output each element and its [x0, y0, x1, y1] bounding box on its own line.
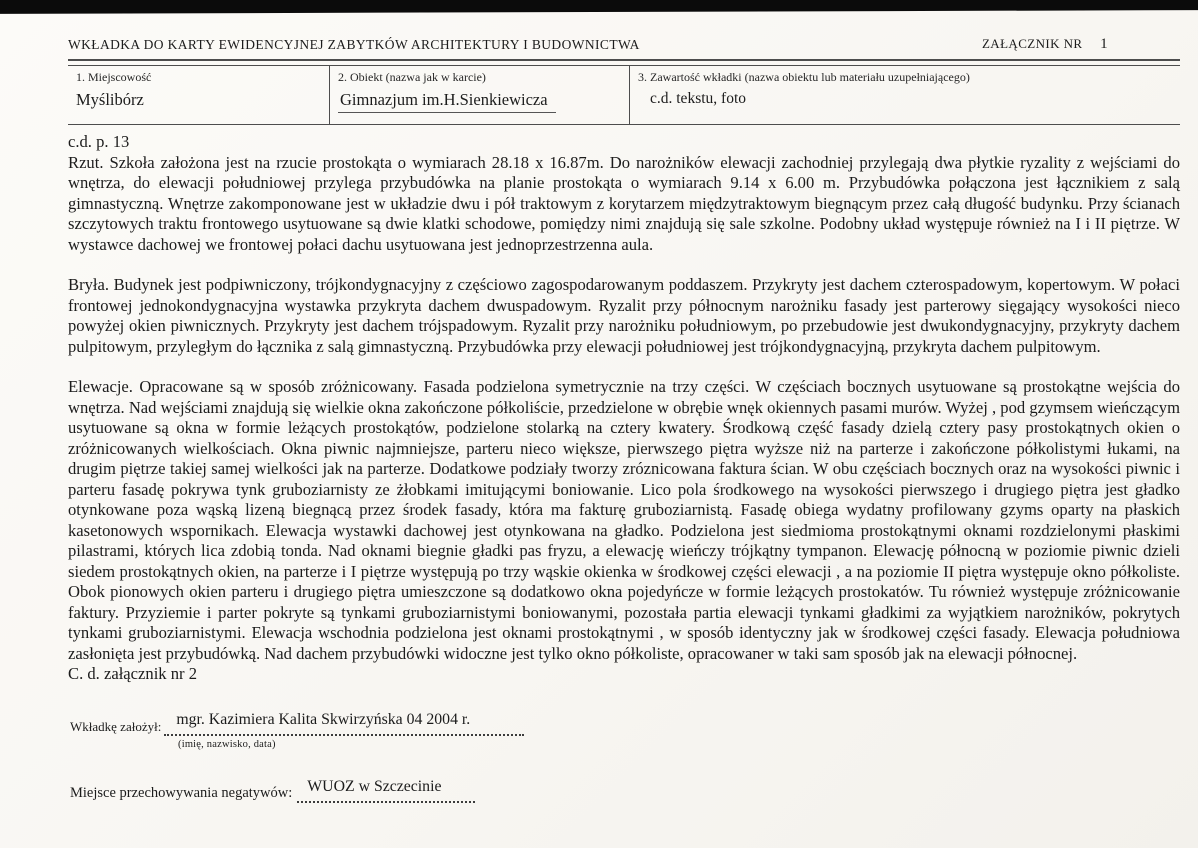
negatives-row — [70, 778, 1180, 803]
signature-block — [70, 711, 1180, 803]
locality-label: 1. Miejscowość — [76, 70, 152, 84]
cell-object — [330, 66, 630, 124]
attachment-label — [982, 36, 1180, 53]
attachment-number: 1 — [1100, 36, 1108, 52]
identification-table — [68, 65, 1180, 125]
negatives-value: WUOZ w Szczecinie — [307, 777, 442, 795]
negatives-label: Miejsce przechowywania negatywów: — [70, 784, 293, 801]
founder-signature-line — [164, 711, 524, 736]
contents-value: c.d. tekstu, foto — [650, 90, 746, 107]
founder-label: Wkładkę założył: — [70, 718, 162, 734]
cell-contents — [630, 66, 1180, 124]
object-label: 2. Obiekt (nazwa jak w karcie) — [338, 70, 486, 84]
object-value: Gimnazjum im.H.Sienkiewicza — [338, 90, 556, 113]
form-header — [68, 36, 1180, 61]
document-body — [68, 132, 1180, 685]
founder-value: mgr. Kazimiera Kalita Skwirzyńska 04 2004 r. — [176, 710, 471, 728]
attachment-label-text: ZAŁĄCZNIK NR — [981, 36, 1083, 51]
paragraph-elewacje: Elewacje. Opracowane są w sposób zróżnicowany. Fasada podzielona symetrycznie na trzy części. W częściach bocznych usytuowane są prostokątne wejścia do wnętrza. Nad wejściami znajdują się wielkie okna zakończone półkoliście, przedzielone w obrębie wnęk okiennych pasami murów. Wyżej , pod gzymsem wieńczącym usytuowane są okna w formie leżących prostokątów, podzielone stolarką na cztery kwatery. Środkową część fasady dzielą cztery pasy prostokątnych okien o zróżnicowanych wielkościach. Okna piwnic najmniejsze, parteru nieco większe, pierwszego piętra wyższe niż na parterze i zakończone półkolistymi łukami, na drugim piętrze takiej samej wielkości jak na parterze. Dodatkowe podziały tworzy zróznicowana faktura ścian. W obu częściach bocznych oraz na wysokości piwnic i parteru fasadę pokrywa tynk gruboziarnisty ze żłobkami imitującymi boniowanie. Lico pola środkowego na wysokości pierwszego i drugiego piętra jest gładko otynkowane poza wąską lizeną biegnącą przez środek fasady, która ma fakturę gruboziarnistą. Fasadę obiega wydatny profilowany gzyms oparty na płaskich kasetonowych wspornikach. Elewacja wystawki dachowej jest otynkowana na gładko. Podzielona jest siedmioma prostokątnymi oknami rozdzielonymi płaskimi pilastrami, których lica zdobią tonda. Nad oknami biegnie gładki pas fryzu, a elewację wieńczy trójkątny tympanon. Elewację północną w poziomie piwnic dzieli siedem prostokątnych okien, na parterze i I piętrze występują po trzy wąskie okienka w środkowej części elewacji , a na poziomie II piętra występuje okno półkoliste. Obok pionowych okien parteru i drugiego piętra umieszczone są dodatkowo okna pojedyńcze w formie leżących prostokatów. Tu również występuje zróżnicowanie faktury. Przyziemie i parter pokryte są tynkami gruboziarnistymi boniowanymi, pozostała partia elewacji tynkami gładkimi za wyjątkiem narożników, pokrytych tynkami gruboziarnistymi. Elewacja wschodnia podzielona jest oknami prostokątnymi , w sposób identyczny jak w środkowej części fasady. Elewacja południowa zasłonięta jest przybudówką. Nad dachem przybudówki widoczne jest tylko okno półkoliste, opracowaner w taki sam sposób jak na elewacji północnej. — [68, 377, 1180, 663]
form-title: WKŁADKA DO KARTY EWIDENCYJNEJ ZABYTKÓW ARCHITEKTURY I BUDOWNICTWA — [68, 37, 640, 52]
contents-label: 3. Zawartość wkładki (nazwa obiektu lub materiału uzupełniającego) — [638, 70, 970, 84]
locality-value: Myślibórz — [76, 90, 144, 109]
paragraph-bryla: Bryła. Budynek jest podpiwniczony, trójkondygnacyjny z częściowo zagospodarowanym poddaszem. Przykryty jest dachem czterospadowym, kopertowym. W połaci frontowej jednokondygnacyjna wystawka przykryta dachem dwuspadowym. Ryzalit przy północnym narożniku fasady jest parterowy sięgający wysokości nieco powyżej okien piwnicznych. Przykryty jest dachem trójspadowym. Ryzalit przy narożniku południowym, po przebudowie jest dwukondygnacyjny, przykryty dachem pulpitowym, przyległym do łącznika z salą gimnastyczną. Przybudówka przy elewacji południowej jest trójkondygnacyjną, przykryta dachem pulpitowym. — [68, 275, 1180, 356]
founder-sublabel: (imię, nazwisko, data) — [178, 738, 276, 750]
paragraph-rzut: Rzut. Szkoła założona jest na rzucie prostokąta o wymiarach 28.18 x 16.87m. Do narożników elewacji zachodniej przylegają dwa płytkie ryzality z wejściami do wnętrza, do elewacji południowej przylega przybudówka na planie prostokąta o wymiarach 9.14 x 6.00 m. Przybudówka połączona jest łącznikiem z salą gimnastyczną. Wnętrze zakomponowane jest w układzie dwu i pół traktowym z korytarzem międzytraktowym biegnącym przez całą długość budynku. Przy ścianach szczytowych traktu frontowego usytuowane są dwie klatki schodowe, pomiędzy nimi znajdują się sale szkolne. Podobny układ występuje również na I i II piętrze. W wystawce dachowej we frontowej połaci dachu usytuowana jest jednoprzestrzenna aula. — [68, 152, 1180, 254]
founder-row — [70, 711, 1180, 736]
cell-locality — [68, 66, 330, 124]
document-content — [68, 36, 1180, 803]
continuation-note: c.d. p. 13 — [68, 132, 130, 151]
closing-note: C. d. załącznik nr 2 — [68, 664, 198, 683]
negatives-line — [297, 778, 475, 803]
scan-edge-artifact — [0, 0, 1198, 14]
